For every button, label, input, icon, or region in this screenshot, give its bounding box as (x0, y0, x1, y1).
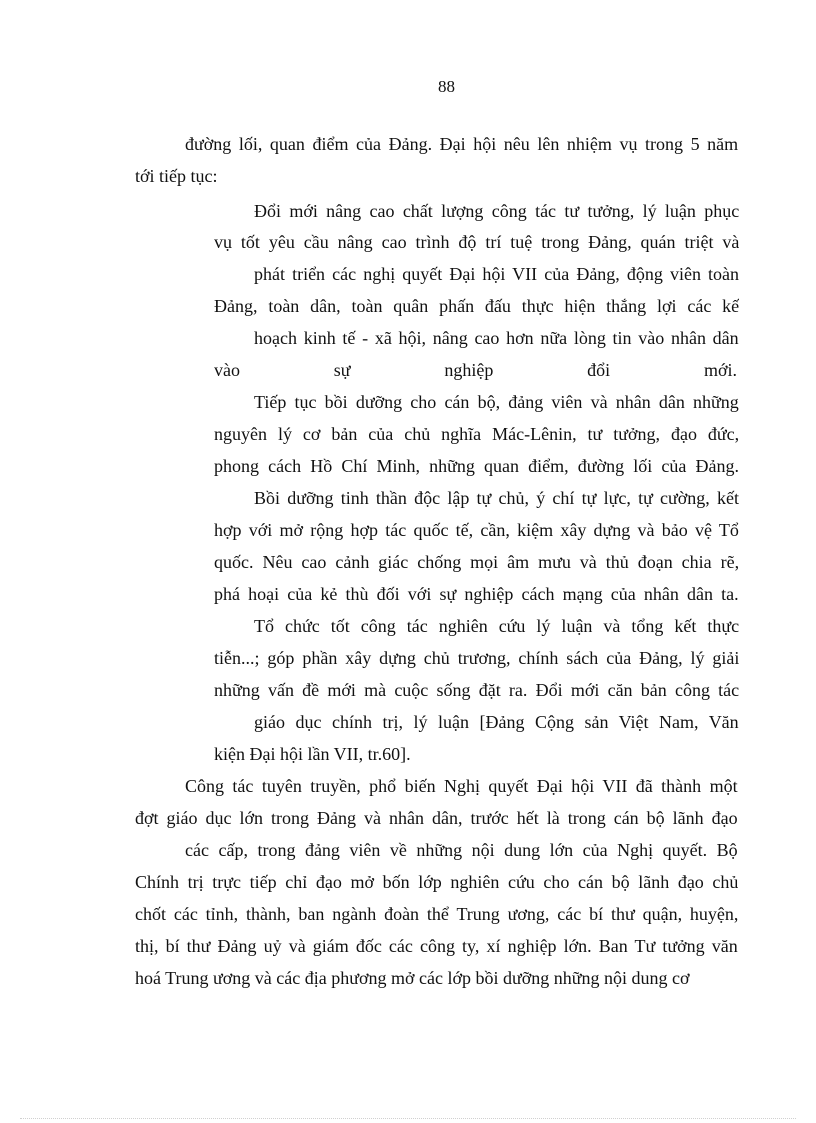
quote-line-spread (214, 358, 737, 382)
page-bottom-divider (20, 1118, 796, 1119)
quote-line: nguyên lý cơ bản của chủ nghĩa Mác-Lênin, tư tưởng, đạo đức, (214, 424, 739, 444)
spread-word: sự (333, 360, 351, 380)
quote-line: kiện Đại hội lần VII, tr.60]. (214, 744, 411, 764)
body-line: các cấp, trong đảng viên về những nội dung lớn của Nghị quyết. Bộ (185, 840, 738, 860)
quote-line: giáo dục chính trị, lý luận [Đảng Cộng sản Việt Nam, Văn (254, 712, 739, 732)
page-number: 88 (438, 77, 455, 96)
body-line: Chính trị trực tiếp chỉ đạo mở bốn lớp nghiên cứu cho cán bộ lãnh đạo chủ (135, 872, 738, 892)
body-line: hoá Trung ương và các địa phương mở các lớp bồi dưỡng những nội dung cơ (135, 968, 690, 988)
quote-line: Bồi dưỡng tinh thần độc lập tự chủ, ý chí tự lực, tự cường, kết (254, 488, 739, 508)
body-line: Công tác tuyên truyền, phổ biến Nghị quyết Đại hội VII đã thành một (185, 776, 738, 796)
quote-line: tiễn...; góp phần xây dựng chủ trương, chính sách của Đảng, lý giải (214, 648, 739, 668)
quote-line: Tổ chức tốt công tác nghiên cứu lý luận và tổng kết thực (254, 616, 739, 636)
spread-word: vào (214, 360, 240, 380)
quote-line: Đổi mới nâng cao chất lượng công tác tư tưởng, lý luận phục (254, 201, 739, 221)
spread-word: đổi (587, 360, 611, 380)
quote-line: những vấn đề mới mà cuộc sống đặt ra. Đổi mới căn bản công tác (214, 680, 739, 700)
quote-line: hợp với mở rộng hợp tác quốc tế, cần, kiệm xây dựng và bảo vệ Tổ (214, 520, 739, 540)
body-line: đợt giáo dục lớn trong Đảng và nhân dân, trước hết là trong cán bộ lãnh đạo (135, 808, 738, 828)
body-line: chốt các tỉnh, thành, ban ngành đoàn thể Trung ương, các bí thư quận, huyện, (135, 904, 738, 924)
body-line: đường lối, quan điểm của Đảng. Đại hội nêu lên nhiệm vụ trong 5 năm (185, 134, 738, 154)
spread-word: mới. (703, 360, 737, 380)
quote-line: Tiếp tục bồi dưỡng cho cán bộ, đảng viên và nhân dân những (254, 392, 739, 412)
quote-line: phá hoại của kẻ thù đối với sự nghiệp cách mạng của nhân dân ta. (214, 584, 739, 604)
quote-line: phong cách Hồ Chí Minh, những quan điểm, đường lối của Đảng. (214, 456, 739, 476)
body-line: thị, bí thư Đảng uỷ và giám đốc các công ty, xí nghiệp lớn. Ban Tư tưởng văn (135, 936, 738, 956)
quote-line: vụ tốt yêu cầu nâng cao trình độ trí tuệ trong Đảng, quán triệt và (214, 232, 739, 252)
spread-word: nghiệp (444, 360, 494, 380)
quote-line: quốc. Nêu cao cảnh giác chống mọi âm mưu và thủ đoạn chia rẽ, (214, 552, 739, 572)
quote-line: phát triển các nghị quyết Đại hội VII của Đảng, động viên toàn (254, 264, 739, 284)
body-line: tới tiếp tục: (135, 166, 218, 186)
quote-line: Đảng, toàn dân, toàn quân phấn đấu thực hiện thắng lợi các kế (214, 296, 739, 316)
quote-line: hoạch kinh tế - xã hội, nâng cao hơn nữa lòng tin vào nhân dân (254, 328, 739, 348)
